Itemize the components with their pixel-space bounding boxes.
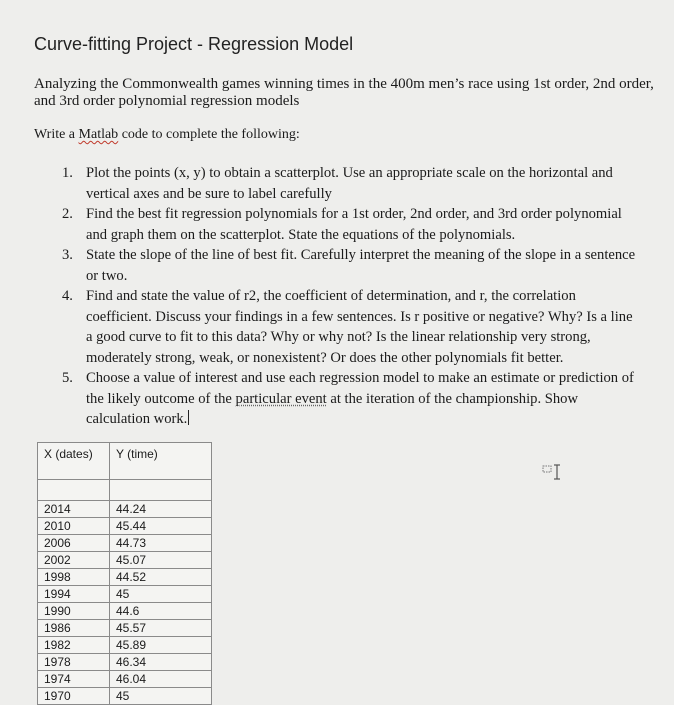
list-item <box>56 368 640 430</box>
task-text-pre: Choose a value of interest and use each regression model to make an estimate or prediction of the likely outcome of the <box>86 370 634 407</box>
prompt-text-pre: Write a <box>34 127 79 142</box>
table-row <box>38 518 211 535</box>
cell-y: 44.52 <box>116 570 147 584</box>
table-row <box>38 501 211 518</box>
table-row <box>38 569 211 586</box>
task-text: Plot the points (x, y) to obtain a scatterplot. Use an appropriate scale on the horizontal and vertical axes and be sure to label carefully <box>86 165 613 202</box>
matlab-word: Matlab <box>78 127 119 142</box>
cell-y: 45.07 <box>116 553 147 567</box>
list-item <box>56 286 640 368</box>
table-row <box>38 637 211 654</box>
task-text-post: at the iteration of the championship. Show calculation work. <box>86 390 579 427</box>
cell-x: 1998 <box>38 569 110 585</box>
task-number: 2. <box>62 206 73 222</box>
table-blank-row <box>38 480 211 501</box>
table-row <box>38 654 211 671</box>
header-y-time: Y (time) <box>116 447 158 461</box>
cell-y: 45.44 <box>116 519 147 533</box>
task-list <box>56 163 640 430</box>
cell-x: 1978 <box>38 654 110 670</box>
task-text: Find and state the value of r2, the coefficient of determination, and r, the correlation coefficient. Discuss your findings in a few sentences. Is r positive or negative? Why? Is a line a good curve to fit to this data? Why or why not? Is the linear relationship very strong, moderately strong, weak, or nonexistent? Or does the other polynomials fit better. <box>86 288 633 366</box>
blank-cell <box>38 480 110 500</box>
cell-x: 2002 <box>38 552 110 568</box>
cell-x: 2006 <box>38 535 110 551</box>
task-text: Find the best fit regression polynomials for a 1st order, 2nd order, and 3rd order polynomial and graph them on the scatterplot. State the equations of the polynomials. <box>86 206 622 243</box>
cell-x: 1986 <box>38 620 110 636</box>
task-number: 4. <box>62 288 73 304</box>
cell-x: 1982 <box>38 637 110 653</box>
list-item <box>56 245 640 286</box>
cell-y: 45 <box>116 689 130 703</box>
table-header <box>38 443 211 480</box>
list-item <box>56 204 640 245</box>
cell-y: 45.89 <box>116 638 147 652</box>
intro-paragraph: Analyzing the Commonwealth games winning times in the 400m men’s race using 1st order, 2nd order, and 3rd order polynomial regression models <box>34 76 654 109</box>
prompt-text-post: code to complete the following: <box>118 127 300 142</box>
table-row <box>38 552 211 569</box>
text-ibeam-icon <box>542 464 564 480</box>
table-row <box>38 535 211 552</box>
data-table <box>37 442 212 705</box>
cell-y: 45.57 <box>116 621 147 635</box>
cell-y: 44.6 <box>116 604 140 618</box>
text-cursor <box>188 410 189 425</box>
list-item <box>56 163 640 204</box>
table-row <box>38 586 211 603</box>
cell-y: 46.04 <box>116 672 147 686</box>
instruction-prompt <box>34 127 300 143</box>
table-row <box>38 603 211 620</box>
cell-x: 1994 <box>38 586 110 602</box>
task-number: 1. <box>62 165 73 181</box>
task-number: 3. <box>62 247 73 263</box>
particular-event-phrase: particular event <box>235 390 327 407</box>
cell-x: 1974 <box>38 671 110 687</box>
cell-x: 1990 <box>38 603 110 619</box>
task-number: 5. <box>62 370 73 386</box>
table-row <box>38 620 211 637</box>
page-title: Curve-fitting Project - Regression Model <box>34 34 354 54</box>
cell-y: 44.73 <box>116 536 147 550</box>
table-row <box>38 671 211 688</box>
cell-y: 45 <box>116 587 130 601</box>
table-row <box>38 688 211 704</box>
blank-cell <box>110 480 211 500</box>
cell-x: 2014 <box>38 501 110 517</box>
task-text: State the slope of the line of best fit. Carefully interpret the meaning of the slope in a sentence or two. <box>86 247 636 284</box>
cell-y: 44.24 <box>116 502 147 516</box>
cell-y: 46.34 <box>116 655 147 669</box>
header-x-dates: X (dates) <box>38 443 110 479</box>
cell-x: 2010 <box>38 518 110 534</box>
cell-x: 1970 <box>38 688 110 704</box>
